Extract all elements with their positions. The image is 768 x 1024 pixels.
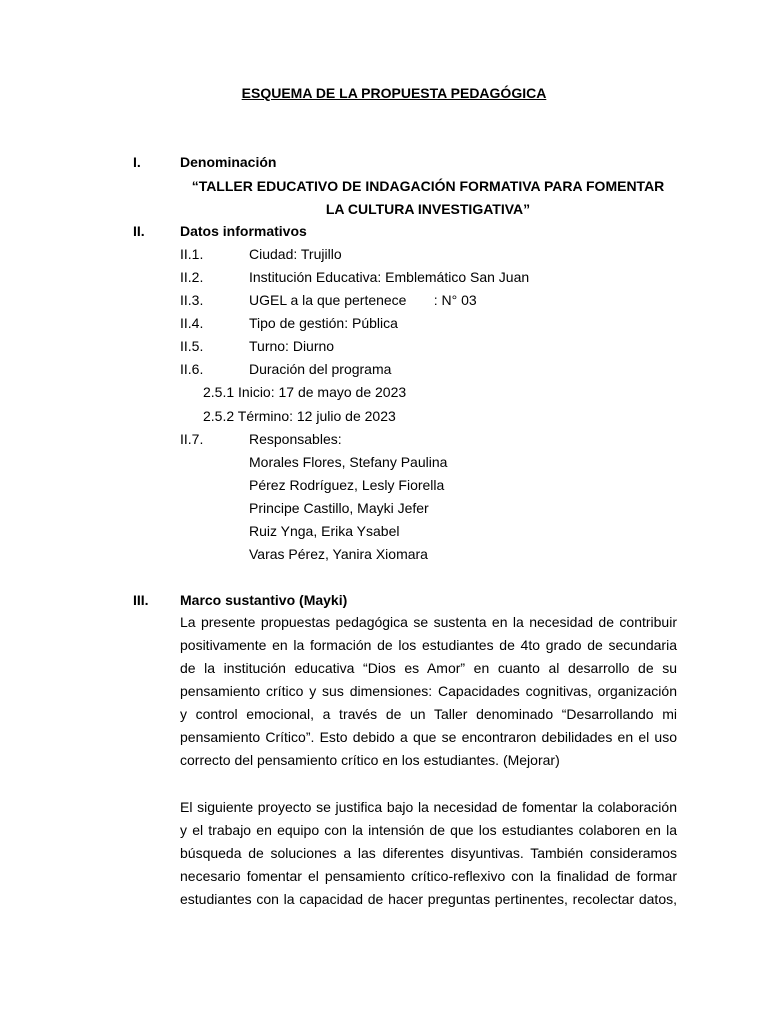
section-1-heading: Denominación <box>180 154 277 170</box>
section-2-numeral: II. <box>133 223 145 239</box>
paragraph-2 <box>180 796 677 911</box>
section-3-heading: Marco sustantivo (Mayki) <box>180 592 348 608</box>
program-name-line-1: “TALLER EDUCATIVO DE INDAGACIÓN FORMATIVA PARA FOMENTAR <box>191 178 665 194</box>
page-title: ESQUEMA DE LA PROPUESTA PEDAGÓGICA <box>241 85 547 101</box>
responsables-label: Responsables: <box>249 431 342 447</box>
responsable-name: Varas Pérez, Yanira Xiomara <box>249 546 428 562</box>
item-code: II.1. <box>180 246 204 262</box>
item-institucion: Institución Educativa: Emblemático San Juan <box>249 269 530 285</box>
paragraph-line: necesario fomentar el pensamiento crítico-reflexivo con la finalidad de formar <box>180 868 677 884</box>
date-inicio: 2.5.1 Inicio: 17 de mayo de 2023 <box>203 384 407 400</box>
paragraph-line: correcto del pensamiento crítico en los estudiantes. (Mejorar) <box>180 752 560 768</box>
paragraph-line: pensamiento Crítico”. Esto debido a que se encontraron debilidades en el uso <box>180 729 677 745</box>
paragraph-line: positivamente en la formación de los estudiantes de 4to grado de secundaria <box>180 637 677 653</box>
item-ugel: UGEL a la que pertenece : N° 03 <box>249 292 477 308</box>
paragraph-line: y control emocional, a través de un Taller denominado “Desarrollando mi <box>180 706 677 722</box>
item-turno: Turno: Diurno <box>249 338 335 354</box>
section-2-heading: Datos informativos <box>180 223 307 239</box>
item-code: II.6. <box>180 361 204 377</box>
item-code: II.3. <box>180 292 204 308</box>
paragraph-line: y el trabajo en equipo con la intensión de que los estudiantes colaboren en la <box>180 822 677 838</box>
item-code: II.5. <box>180 338 204 354</box>
item-code: II.2. <box>180 269 204 285</box>
item-code: II.7. <box>180 431 204 447</box>
program-name-line-2: LA CULTURA INVESTIGATIVA” <box>325 201 531 217</box>
item-tipo-gestion: Tipo de gestión: Pública <box>249 315 398 331</box>
item-code: II.4. <box>180 315 204 331</box>
paragraph-line: estudiantes con la capacidad de hacer preguntas pertinentes, recolectar datos, <box>180 891 677 907</box>
paragraph-line: El siguiente proyecto se justifica bajo la necesidad de fomentar la colaboración <box>180 799 677 815</box>
paragraph-line: de la institución educativa “Dios es Amor” en cuanto al desarrollo de su <box>180 660 677 676</box>
responsable-name: Ruiz Ynga, Erika Ysabel <box>249 523 400 539</box>
item-duracion: Duración del programa <box>249 361 392 377</box>
item-ciudad: Ciudad: Trujillo <box>249 246 342 262</box>
date-termino: 2.5.2 Término: 12 julio de 2023 <box>203 408 396 424</box>
section-3-numeral: III. <box>133 592 149 608</box>
responsable-name: Principe Castillo, Mayki Jefer <box>249 500 429 516</box>
paragraph-line: La presente propuestas pedagógica se sustenta en la necesidad de contribuir <box>180 614 677 630</box>
section-1-numeral: I. <box>133 154 141 170</box>
paragraph-line: búsqueda de soluciones a las diferentes disyuntivas. También consideramos <box>180 845 677 861</box>
responsable-name: Pérez Rodríguez, Lesly Fiorella <box>249 477 445 493</box>
responsable-name: Morales Flores, Stefany Paulina <box>249 454 448 470</box>
paragraph-line: pensamiento crítico y sus dimensiones: Capacidades cognitivas, organización <box>180 683 677 699</box>
paragraph-1 <box>180 611 677 772</box>
